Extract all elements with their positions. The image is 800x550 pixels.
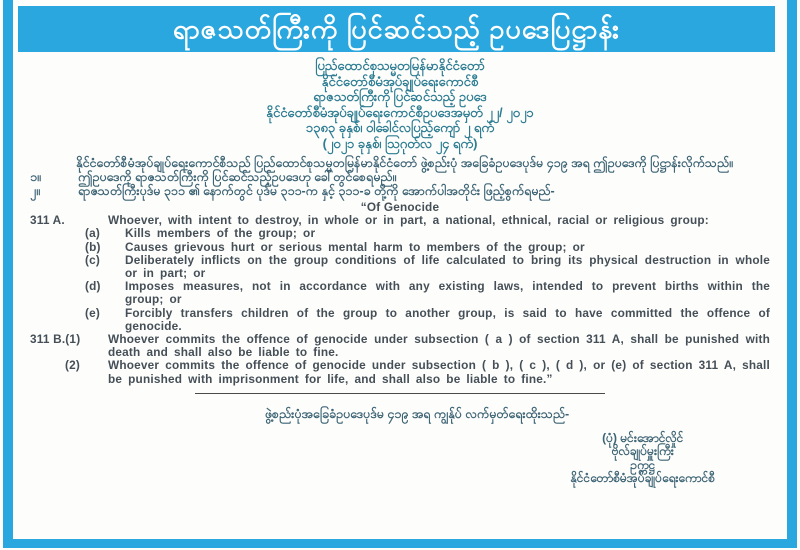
preamble-paragraph: နိုင်ငံတော်စီမံအုပ်ချုပ်ရေးကောင်စီသည် ပြည်ထောင်စုသမ္မတမြန်မာနိုင်ငံတော် ဖွဲ့စည်းပုံ အခြေခံဥပဒေပုဒ်မ ၄၁၉ အရ ဤဥပဒေကို ပြဋ္ဌာန်းလိုက်သည်။: [76, 156, 733, 170]
clause-311a-item-a: [30, 227, 770, 240]
clause-311b-2-row: [30, 359, 770, 385]
item-e-text: Forcibly transfers children of the group to another group, is said to have committed the offence of genocide.: [125, 305, 770, 333]
clause-311b-1-label: 311 B.(1): [30, 332, 81, 347]
heading-myanmar-date: ၁၃၈၃ ခုနှစ်၊ ဝါခေါင်လပြည့်ကျော် ၂ ရက်: [305, 120, 495, 135]
heading-gregorian-date: (၂၀၂၁ ခုနှစ်၊ ဩဂုတ်လ ၂၄ ရက်): [322, 135, 478, 151]
heading-law-title: ရာဇသတ်ကြီးကို ပြင်ဆင်သည့် ဥပဒေ: [313, 89, 487, 104]
clause-311a-item-c: [30, 254, 770, 280]
document-headings: [30, 58, 770, 151]
item-d-label: (d): [85, 279, 101, 294]
heading-state-name: ပြည်ထောင်စုသမ္မတမြန်မာနိုင်ငံတော်: [315, 58, 485, 73]
clause-311a-label: 311 A.: [30, 213, 65, 228]
banner-title: ရာဇသတ်ကြီးကို ပြင်ဆင်သည့် ဥပဒေပြဋ္ဌာန်း: [172, 14, 621, 44]
english-provisions: [30, 201, 770, 386]
section-2-text: ရာဇသတ်ကြီးပုဒ်မ ၃၁၁ ၏ နောက်တွင် ပုဒ်မ ၃၁၁-က နှင့် ၃၁၁-ခ တို့ကို အောက်ပါအတိုင်း ဖြည့်စွက်ရမည်-: [78, 184, 555, 198]
clause-311a-item-d: [30, 280, 770, 306]
clause-311a-item-e: [30, 307, 770, 333]
clause-311b-1-text: Whoever commits the offence of genocide under subsection ( a ) of section 311 A, shall be punished with death and shall also be liable to fine.: [108, 332, 770, 360]
heading-law-number: နိုင်ငံတော်စီမံအုပ်ချုပ်ရေးကောင်စီဥပဒေအမှတ် ၂၂/ ၂၀၂၁: [266, 104, 534, 120]
section-1-number: ၁။: [30, 170, 41, 184]
clause-311b-2-label: (2): [65, 358, 81, 373]
genocide-section-title: “Of Genocide: [360, 200, 440, 214]
item-d-text: Imposes measures, not in accordance with any existing laws, intended to prevent births within the group; or: [125, 279, 770, 307]
signature-block: [571, 432, 715, 486]
clause-311a-item-b: [30, 241, 770, 254]
item-b-label: (b): [85, 239, 101, 254]
title-banner: [18, 6, 775, 52]
item-a-text: Kills members of the group; or: [125, 226, 316, 241]
item-a-label: (a): [85, 226, 101, 241]
item-e-label: (e): [85, 305, 101, 320]
signature-position: ဥက္ကဋ္ဌ: [630, 457, 656, 472]
signature-rank: ဗိုလ်ချုပ်မှူးကြီး: [611, 444, 674, 459]
signature-statement: ဖွဲ့စည်းပုံအခြေခံဥပဒေပုဒ်မ ၄၁၉ အရ ကျွန်ုပ် လက်မှတ်ရေးထိုးသည်-: [264, 406, 570, 421]
clause-311a-intro: Whoever, with intent to destroy, in whole or in part, a national, ethnical, racial or religious group:: [108, 213, 709, 228]
clause-311b-1-row: [30, 333, 770, 359]
signature-name: (ပုံ) မင်းအောင်လှိုင်: [602, 430, 684, 445]
section-2-number: ၂။: [30, 184, 40, 198]
item-c-text: Deliberately inflicts on the group conditions of life calculated to bring its physical destruction in whole or in part; or: [125, 252, 770, 281]
signature-organization: နိုင်ငံတော်စီမံအုပ်ချုပ်ရေးကောင်စီ: [570, 471, 715, 486]
section-2-row: [30, 184, 770, 198]
section-1-text: ဤဥပဒေကို ရာဇသတ်ကြီးကို ပြင်ဆင်သည့်ဥပဒေဟု ခေါ်တွင်စေရမည်။: [78, 170, 397, 184]
heading-council-name: နိုင်ငံတော်စီမံအုပ်ချုပ်ရေးကောင်စီ: [321, 73, 479, 89]
burmese-body: [30, 156, 770, 198]
clause-311b-2-text: Whoever commits the offence of genocide under subsection ( b ), ( c ), ( d ), or (e) of section 311 A, shall be punished with imprisonment for life, and shall also be liable to fine.”: [108, 358, 770, 386]
separator-line: [195, 393, 605, 394]
item-b-text: Causes grievous hurt or serious mental harm to members of the group; or: [125, 239, 585, 254]
section-1-row: [30, 170, 770, 184]
item-c-label: (c): [85, 252, 101, 267]
document-body: [0, 58, 800, 486]
